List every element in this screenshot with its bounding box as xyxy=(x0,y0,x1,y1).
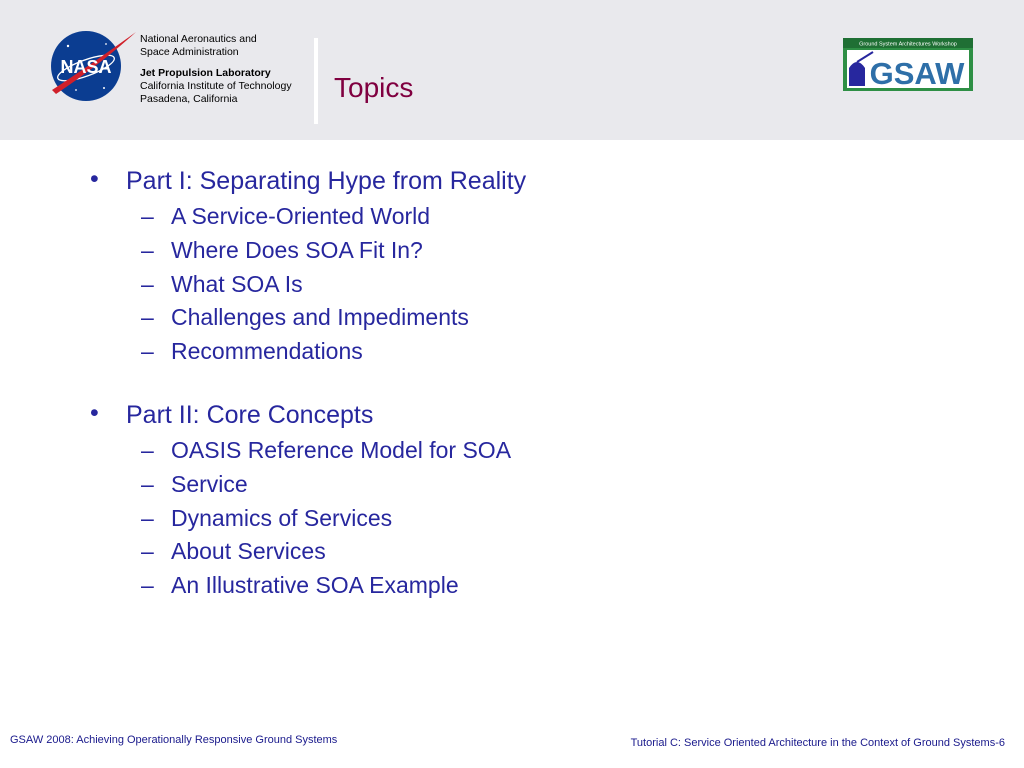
header-divider xyxy=(314,38,318,124)
dash-icon: – xyxy=(141,338,154,364)
section-1-label: Part I: Separating Hype from Reality xyxy=(126,167,527,195)
bullet-icon: • xyxy=(90,165,99,193)
slide-title: Topics xyxy=(334,72,414,103)
list-item-label: Service xyxy=(171,471,248,497)
dash-icon: – xyxy=(141,237,154,263)
list-item xyxy=(141,470,248,498)
organization-block xyxy=(140,33,320,106)
section-2-label: Part II: Core Concepts xyxy=(126,401,374,429)
dash-icon: – xyxy=(141,203,154,229)
lab-line-2: California Institute of Technology xyxy=(140,80,292,92)
list-item xyxy=(141,504,393,532)
list-item xyxy=(141,571,459,599)
dash-icon: – xyxy=(141,271,154,297)
list-item xyxy=(141,537,326,565)
list-item-label: Dynamics of Services xyxy=(171,505,393,531)
dash-icon: – xyxy=(141,304,154,330)
section-2 xyxy=(90,399,374,430)
dash-icon: – xyxy=(141,505,154,531)
gsaw-logo-text: GSAW xyxy=(869,56,965,91)
dash-icon: – xyxy=(141,437,154,463)
footer-left: GSAW 2008: Achieving Operationally Responsive Ground Systems xyxy=(10,734,338,746)
list-item-label: An Illustrative SOA Example xyxy=(171,572,459,598)
list-item xyxy=(141,236,423,264)
bullet-icon: • xyxy=(90,399,99,427)
nasa-logo-text: NASA xyxy=(60,57,112,77)
org-line-2: Space Administration xyxy=(140,46,239,58)
dash-icon: – xyxy=(141,538,154,564)
list-item xyxy=(141,436,512,464)
org-line-1: National Aeronautics and xyxy=(140,33,257,45)
list-item-label: What SOA Is xyxy=(171,271,303,297)
lab-name: Jet Propulsion Laboratory xyxy=(140,67,271,79)
list-item-label: About Services xyxy=(171,538,326,564)
list-item xyxy=(141,202,431,230)
list-item-label: Challenges and Impediments xyxy=(171,304,469,330)
section-1 xyxy=(90,165,527,196)
gsaw-logo xyxy=(843,38,973,91)
list-item-label: Recommendations xyxy=(171,338,363,364)
nasa-logo xyxy=(46,28,138,104)
footer-right: Tutorial C: Service Oriented Architecture in the Context of Ground Systems-6 xyxy=(630,737,1005,749)
list-item-label: Where Does SOA Fit In? xyxy=(171,237,423,263)
slide-header xyxy=(0,0,1024,140)
list-item xyxy=(141,337,363,365)
list-item-label: A Service-Oriented World xyxy=(171,203,431,229)
dash-icon: – xyxy=(141,572,154,598)
dash-icon: – xyxy=(141,471,154,497)
lab-line-3: Pasadena, California xyxy=(140,93,238,105)
list-item xyxy=(141,303,469,331)
gsaw-logo-caption: Ground System Architectures Workshop xyxy=(859,41,957,48)
list-item-label: OASIS Reference Model for SOA xyxy=(171,437,512,463)
list-item xyxy=(141,270,303,298)
